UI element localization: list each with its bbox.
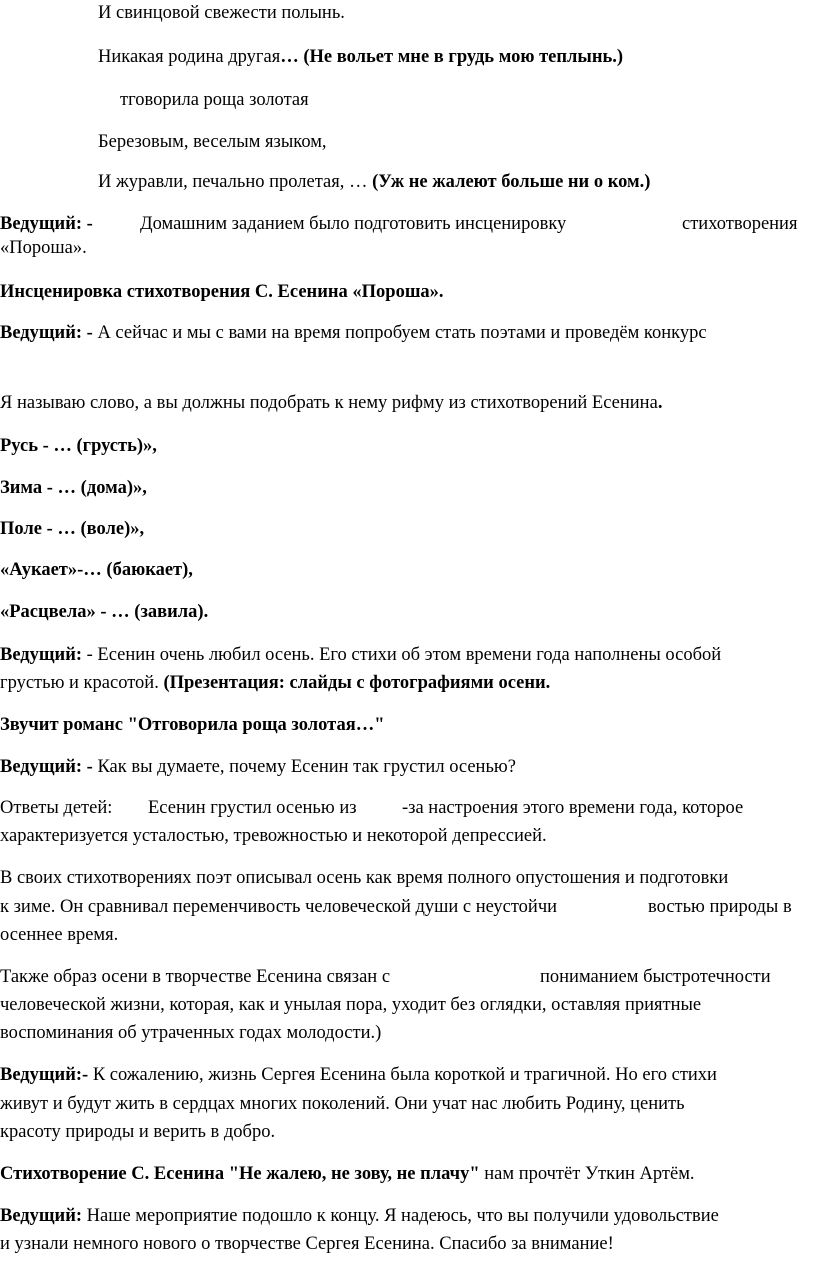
poem-line-5-text: И журавли, печально пролетая, … — [98, 172, 373, 192]
paragraph-3-text: А сейчас и мы с вами на время попробуем стать поэтами и проведём конкурс — [97, 323, 707, 343]
paragraph-1-text-b: стихотворения — [682, 214, 798, 234]
speaker-label: Ведущий: — [0, 645, 83, 665]
paragraph-8-text-a3: -за настроения этого времени года, которое — [402, 798, 744, 818]
paragraph-8-line-2 — [0, 825, 547, 847]
paragraph-10-text-a2: пониманием быстротечности — [540, 967, 771, 987]
rhyme-text: Русь - … (грусть)», — [0, 436, 157, 456]
poem-line-3 — [120, 89, 309, 111]
paragraph-1-line-1 — [0, 213, 798, 235]
paragraph-13-line-1 — [0, 1205, 719, 1227]
paragraph-8-text-b: характеризуется усталостью, тревожностью и некоторой депрессией. — [0, 826, 547, 846]
paragraph-1-line-2 — [0, 237, 87, 259]
speaker-label: Ведущий: — [0, 1206, 83, 1226]
speaker-label: Ведущий: - — [0, 323, 98, 343]
paragraph-7-text: Как вы думаете, почему Есенин так грустил осенью? — [97, 757, 516, 777]
paragraph-9-line-3 — [0, 924, 118, 946]
paragraph-9-text-b1: к зиме. Он сравнивал переменчивость человеческой души с неустойчи — [0, 897, 558, 917]
paragraph-11-line-3 — [0, 1121, 275, 1143]
paragraph-4-dot: . — [657, 393, 663, 413]
paragraph-10-line-2 — [0, 994, 701, 1016]
speaker-label: Ведущий:- — [0, 1065, 89, 1085]
paragraph-4-text: Я называю слово, а вы должны подобрать к нему рифму из стихотворений Есенина — [0, 393, 658, 413]
poem-line-1 — [98, 2, 345, 24]
paragraph-11-text-a: К сожалению, жизнь Сергея Есенина была короткой и трагичной. Но его стихи — [88, 1065, 717, 1085]
paragraph-7 — [0, 756, 516, 778]
paragraph-4 — [0, 392, 662, 414]
speaker-label: Ведущий: - — [0, 214, 93, 234]
rhyme-item — [0, 477, 147, 499]
paragraph-13-line-2 — [0, 1233, 614, 1255]
rhyme-item — [0, 559, 193, 581]
paragraph-8-line-1 — [0, 797, 744, 819]
poem-title: Стихотворение С. Есенина "Не жалею, не зову, не плачу" — [0, 1164, 480, 1184]
staging-heading — [0, 281, 444, 303]
paragraph-3 — [0, 322, 707, 344]
paragraph-10-text-a1: Также образ осени в творчестве Есенина связан с — [0, 967, 391, 987]
poem-line-4 — [98, 131, 327, 153]
paragraph-1-text-c: «Пороша». — [0, 238, 87, 258]
paragraph-10-text-c: воспоминания об утраченных годах молодости.) — [0, 1023, 382, 1043]
paragraph-9-line-2 — [0, 896, 792, 918]
romance-heading — [0, 714, 384, 736]
poem-line-3-text: тговорила роща золотая — [120, 90, 309, 110]
paragraph-10-text-b: человеческой жизни, которая, как и унылая пора, уходит без оглядки, оставляя приятные — [0, 995, 702, 1015]
paragraph-11-line-2 — [0, 1093, 685, 1115]
rhyme-item — [0, 518, 144, 540]
poem-line-2-bold: … (Не вольет мне в грудь мою теплынь.) — [280, 47, 624, 67]
poem-line-5-bold: (Уж не жалеют больше ни о ком.) — [372, 172, 651, 192]
rhyme-text: «Расцвела» - … (завила). — [0, 602, 209, 622]
paragraph-1-text-a: Домашним заданием было подготовить инсценировку — [140, 214, 567, 234]
paragraph-9-text-b2: востью природы в — [648, 897, 792, 917]
poem-line-2 — [98, 46, 623, 68]
paragraph-5-line-2 — [0, 672, 550, 694]
paragraph-13-text-b: и узнали немного нового о творчестве Сергея Есенина. Спасибо за внимание! — [0, 1234, 614, 1254]
paragraph-12 — [0, 1163, 695, 1185]
paragraph-10-line-1 — [0, 966, 771, 988]
paragraph-9-line-1 — [0, 867, 728, 889]
poem-line-5 — [98, 171, 650, 193]
rhyme-text: «Аукает»-… (баюкает), — [0, 560, 193, 580]
presentation-note: (Презентация: слайды с фотографиями осени. — [163, 673, 551, 693]
paragraph-8-text-a1: Ответы детей: — [0, 798, 113, 818]
rhyme-item — [0, 601, 208, 623]
staging-heading-text: Инсценировка стихотворения С. Есенина «Пороша». — [0, 282, 444, 302]
paragraph-8-text-a2: Есенин грустил осенью из — [148, 798, 357, 818]
paragraph-9-text-a: В своих стихотворениях поэт описывал осень как время полного опустошения и подготовки — [0, 868, 729, 888]
poem-line-2-text: Никакая родина другая — [98, 47, 281, 67]
paragraph-11-text-b: живут и будут жить в сердцах многих поколений. Они учат нас любить Родину, ценить — [0, 1094, 685, 1114]
speaker-label: Ведущий: - — [0, 757, 98, 777]
rhyme-item — [0, 435, 157, 457]
rhyme-text: Зима - … (дома)», — [0, 478, 147, 498]
poem-line-4-text: Березовым, веселым языком, — [98, 132, 327, 152]
paragraph-13-text-a: Наше мероприятие подошло к концу. Я надеюсь, что вы получили удовольствие — [82, 1206, 719, 1226]
paragraph-11-line-1 — [0, 1064, 717, 1086]
rhyme-text: Поле - … (воле)», — [0, 519, 145, 539]
reader-name: нам прочтёт Уткин Артём. — [479, 1164, 695, 1184]
paragraph-10-line-3 — [0, 1022, 381, 1044]
paragraph-5-line-1 — [0, 644, 721, 666]
paragraph-5-text-a: - Есенин очень любил осень. Его стихи об этом времени года наполнены особой — [82, 645, 722, 665]
paragraph-11-text-c: красоту природы и верить в добро. — [0, 1122, 276, 1142]
paragraph-9-text-c: осеннее время. — [0, 925, 119, 945]
poem-line-1-text: И свинцовой свежести полынь. — [98, 3, 345, 23]
paragraph-5-text-b: грустью и красотой. — [0, 673, 164, 693]
romance-heading-text: Звучит романс "Отговорила роща золотая…" — [0, 715, 385, 735]
